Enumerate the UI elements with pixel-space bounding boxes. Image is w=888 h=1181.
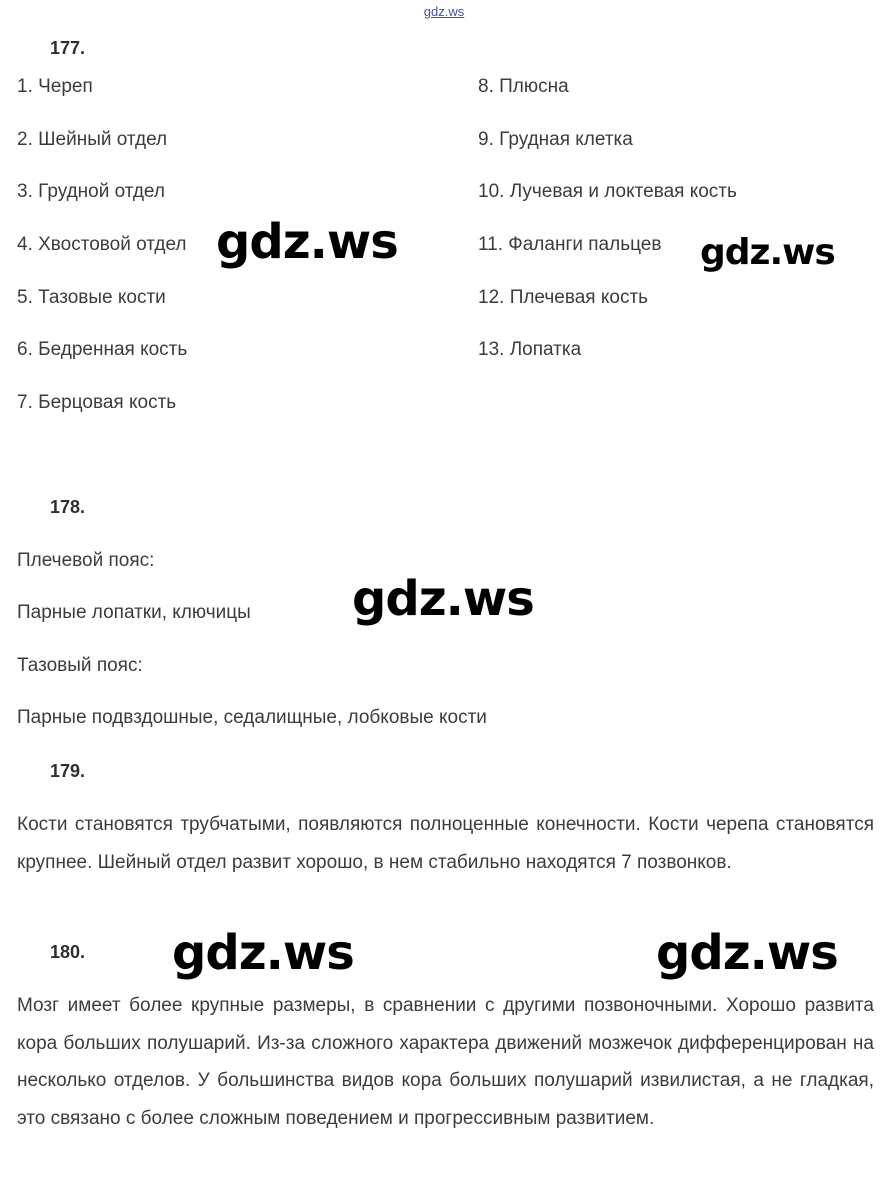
watermark: gdz.ws xyxy=(700,232,835,273)
text-line: Плечевой пояс: xyxy=(17,550,155,571)
list-item: 6. Бедренная кость xyxy=(17,339,188,360)
list-item: 3. Грудной отдел xyxy=(17,181,165,202)
list-item: 9. Грудная клетка xyxy=(478,129,633,150)
task-number-180: 180. xyxy=(50,942,86,962)
list-item: 11. Фаланги пальцев xyxy=(478,234,662,255)
watermark: gdz.ws xyxy=(352,571,534,627)
list-item: 13. Лопатка xyxy=(478,339,582,360)
answer-paragraph: Кости становятся трубчатыми, появляются полноценные конечности. Кости черепа становятся крупнее. Шейный отдел развит хорошо, в нем стабильно находятся 7 позвонков. xyxy=(17,814,874,873)
text-line: Парные подвздошные, седалищные, лобковые кости xyxy=(17,707,487,728)
list-item: 4. Хвостовой отдел xyxy=(17,234,187,255)
task-number-177: 177. xyxy=(50,38,86,58)
list-item: 10. Лучевая и локтевая кость xyxy=(478,181,737,202)
list-item: 7. Берцовая кость xyxy=(17,392,177,413)
list-item: 12. Плечевая кость xyxy=(478,287,649,308)
answer-paragraph: Мозг имеет более крупные размеры, в сравнении с другими позвоночными. Хорошо развита кора больших полушарий. Из-за сложного характера движений мозжечок дифференцирован на несколько отделов. У большинства видов кора больших полушарий извилистая, а не гладкая, это связано с более сложным поведением и прогрессивным развитием. xyxy=(17,995,874,1129)
watermark: gdz.ws xyxy=(656,925,838,981)
list-item: 1. Череп xyxy=(17,76,93,97)
list-item: 8. Плюсна xyxy=(478,76,569,97)
text-line: Парные лопатки, ключицы xyxy=(17,602,251,623)
task-number-178: 178. xyxy=(50,497,86,517)
watermark: gdz.ws xyxy=(216,214,398,270)
list-item: 2. Шейный отдел xyxy=(17,129,168,150)
task-number-179: 179. xyxy=(50,761,86,781)
text-line: Тазовый пояс: xyxy=(17,655,143,676)
list-item: 5. Тазовые кости xyxy=(17,287,166,308)
site-link[interactable]: gdz.ws xyxy=(423,4,465,19)
watermark: gdz.ws xyxy=(172,925,354,981)
